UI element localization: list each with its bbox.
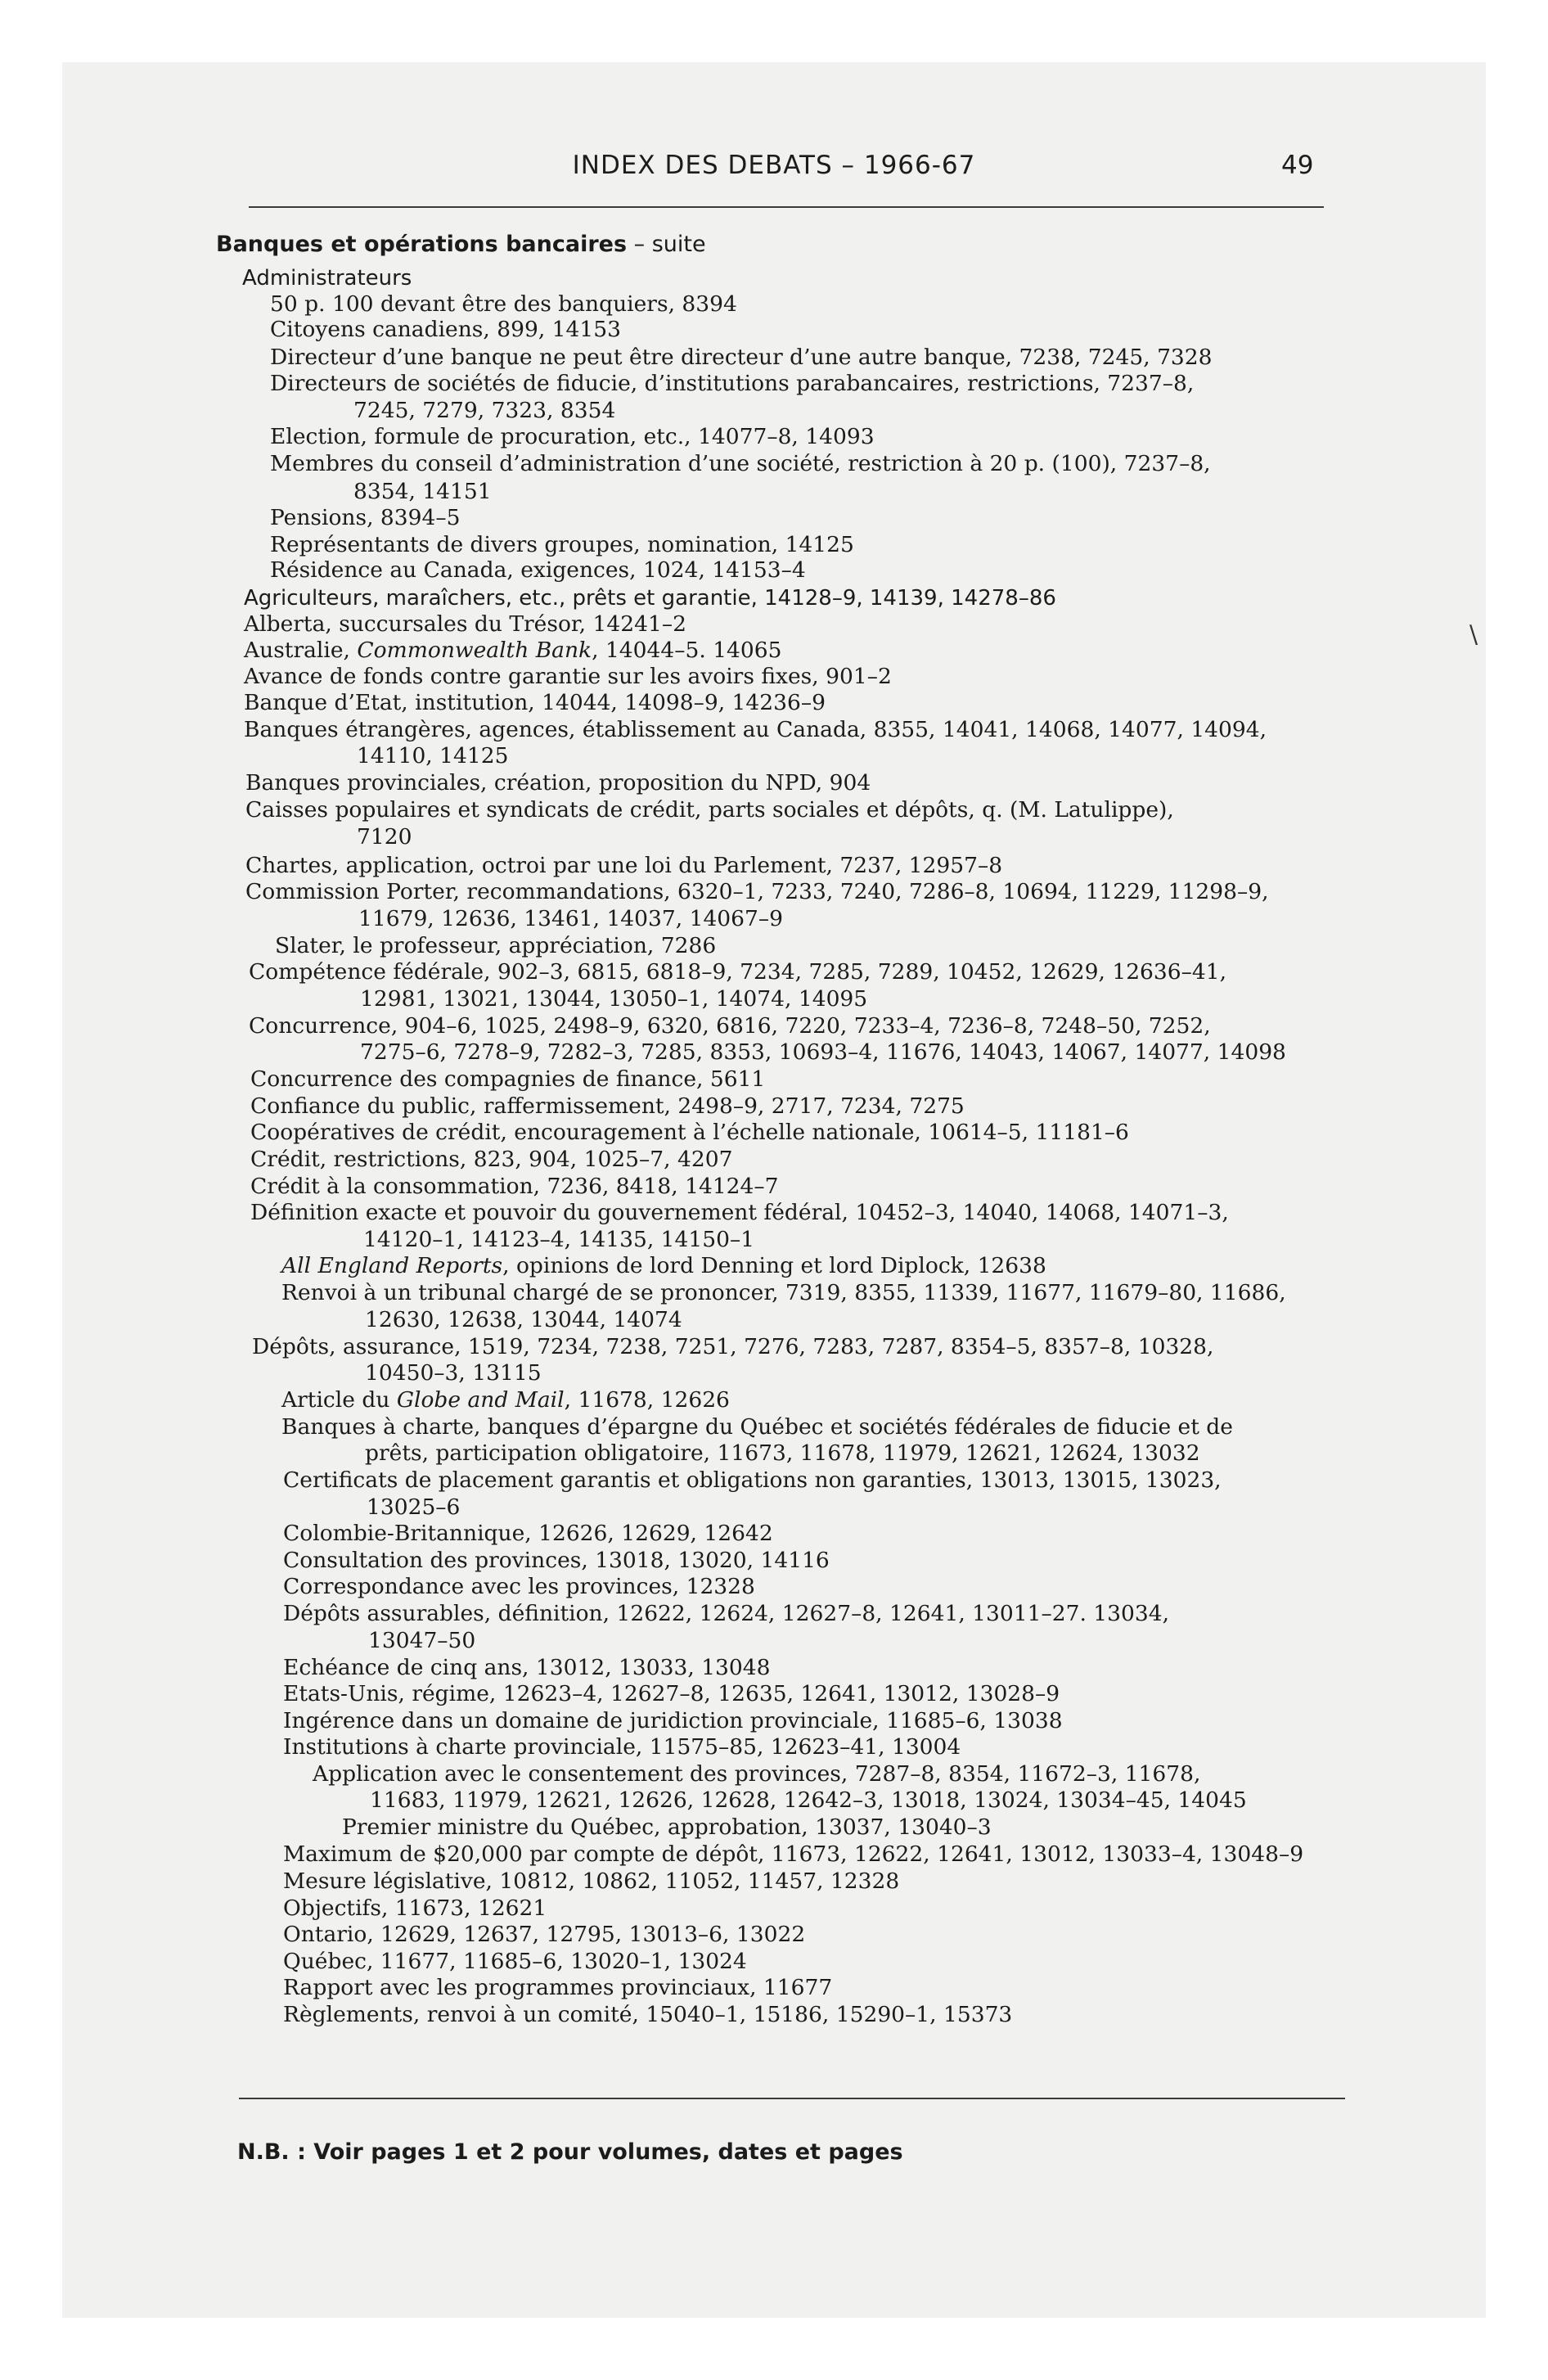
index-entry: Slater, le professeur, appréciation, 7286: [275, 933, 717, 958]
index-entry: Représentants de divers groupes, nomination, 14125: [270, 532, 854, 557]
index-entry: Résidence au Canada, exigences, 1024, 14153–4: [270, 557, 806, 583]
index-entry: Chartes, application, octroi par une loi du Parlement, 7237, 12957–8: [245, 853, 1003, 878]
section-heading-suffix: – suite: [627, 232, 706, 257]
index-entry: Crédit à la consommation, 7236, 8418, 14124–7: [250, 1174, 779, 1199]
index-entry: 8354, 14151: [353, 479, 492, 504]
index-entry: Banques étrangères, agences, établissement au Canada, 8355, 14041, 14068, 14077, 14094,: [244, 717, 1267, 742]
index-entry: Colombie-Britannique, 12626, 12629, 12642: [283, 1521, 773, 1546]
index-entry: Concurrence, 904–6, 1025, 2498–9, 6320, 6816, 7220, 7233–4, 7236–8, 7248–50, 7252,: [249, 1013, 1211, 1039]
index-entry: Caisses populaires et syndicats de crédit, parts sociales et dépôts, q. (M. Latulippe),: [245, 797, 1174, 823]
section-heading-title: Banques et opérations bancaires: [216, 232, 628, 257]
index-entry: Dépôts assurables, définition, 12622, 12624, 12627–8, 12641, 13011–27. 13034,: [283, 1601, 1170, 1626]
index-entry: Banques provinciales, création, proposition du NPD, 904: [245, 770, 871, 796]
index-entry: Québec, 11677, 11685–6, 13020–1, 13024: [283, 1949, 747, 1974]
index-entry: Pensions, 8394–5: [270, 505, 461, 530]
index-entry: Définition exacte et pouvoir du gouvernement fédéral, 10452–3, 14040, 14068, 14071–3,: [250, 1200, 1229, 1225]
index-entry: Renvoi à un tribunal chargé de se prononcer, 7319, 8355, 11339, 11677, 11679–80, 11686,: [281, 1280, 1286, 1305]
index-entry: Ingérence dans un domaine de juridiction provinciale, 11685–6, 13038: [283, 1708, 1063, 1733]
index-entry: Règlements, renvoi à un comité, 15040–1, 15186, 15290–1, 15373: [283, 2002, 1013, 2027]
index-entry: Alberta, succursales du Trésor, 14241–2: [244, 611, 686, 637]
index-entry: 10450–3, 13115: [365, 1360, 542, 1386]
index-entry: Coopératives de crédit, encouragement à l’échelle nationale, 10614–5, 11181–6: [250, 1120, 1129, 1145]
index-entry: Maximum de $20,000 par compte de dépôt, 11673, 12622, 12641, 13012, 13033–4, 13048–9: [283, 1841, 1304, 1867]
index-entry: Mesure législative, 10812, 10862, 11052, 11457, 12328: [283, 1868, 900, 1894]
footer-rule: [239, 2098, 1345, 2099]
index-entry: Citoyens canadiens, 899, 14153: [270, 317, 621, 342]
index-entry: Banque d’Etat, institution, 14044, 14098–9, 14236–9: [244, 690, 826, 715]
index-entry: 12981, 13021, 13044, 13050–1, 14074, 14095: [360, 986, 868, 1012]
index-entry: 7245, 7279, 7323, 8354: [353, 398, 616, 423]
index-entry: 50 p. 100 devant être des banquiers, 8394: [270, 291, 737, 317]
index-entry: Certificats de placement garantis et obligations non garanties, 13013, 13015, 13023,: [283, 1467, 1222, 1493]
index-entry: All England Reports, opinions de lord Denning et lord Diplock, 12638: [281, 1253, 1046, 1278]
index-entry: Compétence fédérale, 902–3, 6815, 6818–9, 7234, 7285, 7289, 10452, 12629, 12636–41,: [249, 959, 1227, 985]
page-number: 49: [1281, 151, 1314, 180]
index-entry: 11683, 11979, 12621, 12626, 12628, 12642–3, 13018, 13024, 13034–45, 14045: [370, 1787, 1247, 1813]
index-entry: Premier ministre du Québec, approbation, 13037, 13040–3: [342, 1814, 992, 1840]
index-entry: 13047–50: [368, 1628, 476, 1653]
index-entry: Agriculteurs, maraîchers, etc., prêts et garantie, 14128–9, 14139, 14278–86: [244, 586, 1056, 611]
index-entry: Article du Globe and Mail, 11678, 12626: [281, 1387, 730, 1413]
index-entry: 7275–6, 7278–9, 7282–3, 7285, 8353, 10693–4, 11676, 14043, 14067, 14077, 14098: [360, 1039, 1286, 1065]
index-entry: Administrateurs: [242, 266, 412, 291]
index-entry: Correspondance avec les provinces, 12328: [283, 1574, 755, 1599]
index-entry: Confiance du public, raffermissement, 2498–9, 2717, 7234, 7275: [250, 1093, 965, 1119]
index-entry: Dépôts, assurance, 1519, 7234, 7238, 7251, 7276, 7283, 7287, 8354–5, 8357–8, 10328,: [252, 1334, 1214, 1359]
index-entry: Australie, Commonwealth Bank, 14044–5. 14065: [244, 638, 782, 663]
index-entry: Crédit, restrictions, 823, 904, 1025–7, 4207: [250, 1147, 733, 1172]
index-entry: Ontario, 12629, 12637, 12795, 13013–6, 13022: [283, 1922, 806, 1947]
index-entry: 14120–1, 14123–4, 14135, 14150–1: [363, 1227, 755, 1252]
index-entry: Consultation des provinces, 13018, 13020, 14116: [283, 1548, 830, 1573]
index-entry: Election, formule de procuration, etc., 14077–8, 14093: [270, 424, 875, 449]
index-entry: prêts, participation obligatoire, 11673, 11678, 11979, 12621, 12624, 13032: [365, 1440, 1200, 1466]
index-entry: Echéance de cinq ans, 13012, 13033, 13048: [283, 1655, 771, 1680]
index-entry: Etats-Unis, régime, 12623–4, 12627–8, 12635, 12641, 13012, 13028–9: [283, 1681, 1060, 1706]
index-entry: 13025–6: [367, 1494, 461, 1520]
index-entry: Objectifs, 11673, 12621: [283, 1895, 547, 1921]
footnote: N.B. : Voir pages 1 et 2 pour volumes, dates et pages: [237, 2139, 903, 2165]
index-entry: Directeurs de sociétés de fiducie, d’institutions parabancaires, restrictions, 7237–8,: [270, 371, 1195, 396]
margin-mark: \: [1469, 620, 1478, 649]
index-entry: Rapport avec les programmes provinciaux, 11677: [283, 1975, 833, 2000]
index-entry: Banques à charte, banques d’épargne du Québec et sociétés fédérales de fiducie et de: [281, 1414, 1233, 1440]
index-entry: Commission Porter, recommandations, 6320–1, 7233, 7240, 7286–8, 10694, 11229, 11298–9,: [245, 879, 1269, 904]
running-title: INDEX DES DEBATS – 1966-67: [572, 151, 976, 180]
index-entry: 7120: [357, 824, 412, 850]
index-entry: Application avec le consentement des provinces, 7287–8, 8354, 11672–3, 11678,: [313, 1761, 1201, 1787]
index-entry: Directeur d’une banque ne peut être directeur d’une autre banque, 7238, 7245, 7328: [270, 345, 1213, 370]
index-entry: 11679, 12636, 13461, 14037, 14067–9: [358, 906, 784, 931]
index-entry: Avance de fonds contre garantie sur les avoirs fixes, 901–2: [244, 664, 892, 689]
index-entry: 12630, 12638, 13044, 14074: [365, 1307, 682, 1332]
index-entry: Concurrence des compagnies de finance, 5611: [250, 1066, 766, 1092]
index-entry: Membres du conseil d’administration d’une société, restriction à 20 p. (100), 7237–8,: [270, 451, 1211, 476]
index-entry: 14110, 14125: [357, 743, 509, 769]
section-heading: [216, 232, 706, 257]
index-entry: Institutions à charte provinciale, 11575–85, 12623–41, 13004: [283, 1734, 961, 1760]
